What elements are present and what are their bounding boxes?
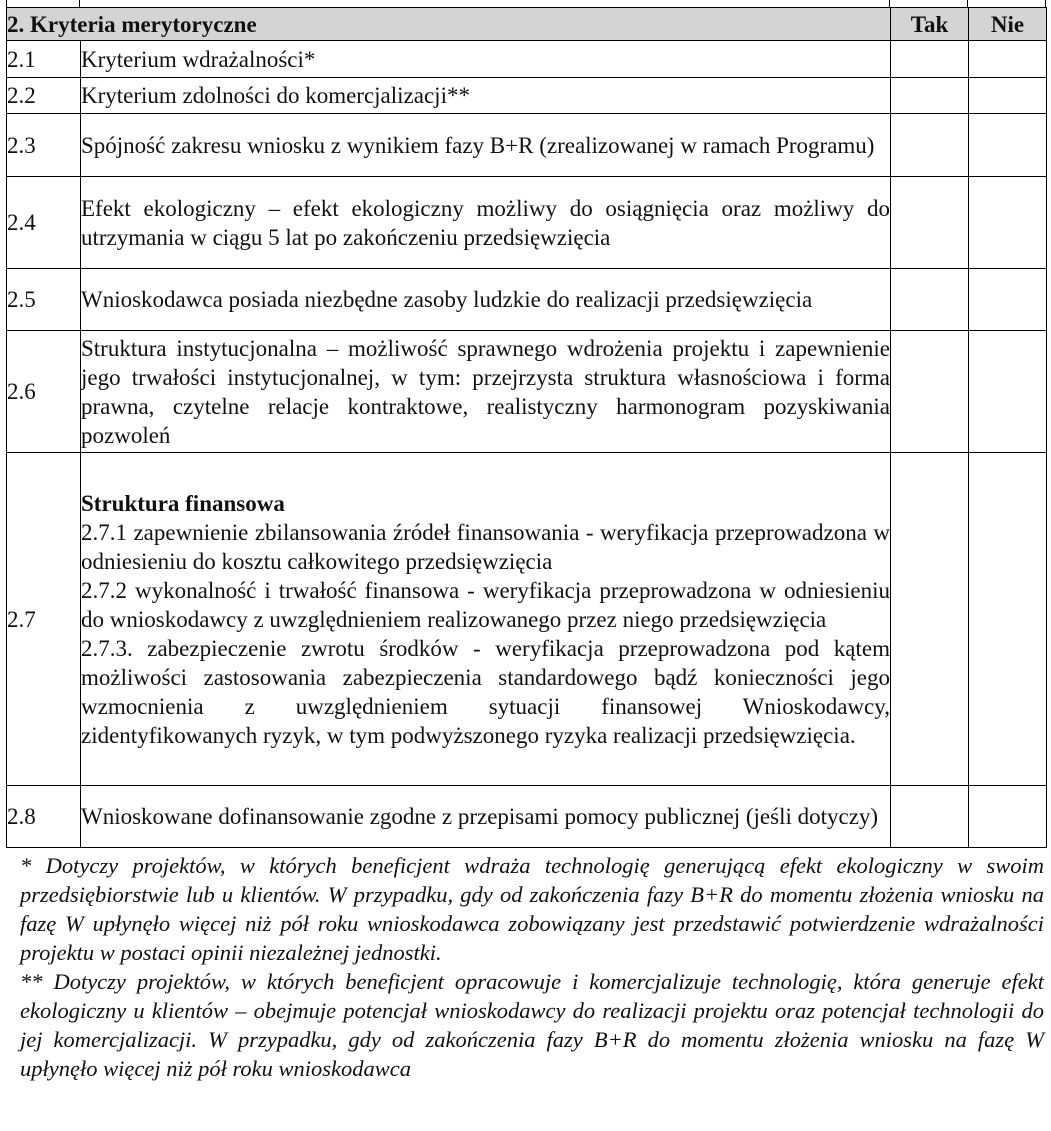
row-number: 2.2 bbox=[7, 78, 81, 114]
table-header-row bbox=[7, 8, 1047, 41]
row-number: 2.1 bbox=[7, 41, 81, 78]
row-number: 2.6 bbox=[7, 331, 81, 453]
document-page bbox=[6, 0, 1046, 1083]
checkbox-cell-no[interactable] bbox=[969, 786, 1047, 848]
sub-criterion: 2.7.3. zabezpieczenie zwrotu środków - weryfikacja przeprowadzona pod kątem możliwości zastosowania zabezpieczenia standardowego bądź konieczności jego wzmocnienia z uwzględnieniem sytuacji finansowej Wnioskodawcy, zidentyfikowanych ryzyk, w tym podwyższonego ryzyka realizacji przedsięwzięcia. bbox=[81, 635, 890, 748]
checkbox-cell-yes[interactable] bbox=[891, 177, 969, 269]
sub-criterion: 2.7.2 wykonalność i trwałość finansowa - weryfikacja przeprowadzona w odniesieniu do wnioskodawcy z uwzględnieniem realizowanego przez niego przedsięwzięcia bbox=[81, 577, 890, 632]
checkbox-cell-yes[interactable] bbox=[891, 41, 969, 78]
checkbox-cell-no[interactable] bbox=[969, 331, 1047, 453]
table-row bbox=[7, 453, 1047, 786]
row-number: 2.8 bbox=[7, 786, 81, 848]
checkbox-cell-yes[interactable] bbox=[891, 78, 969, 114]
criteria-table bbox=[6, 7, 1047, 848]
footnote-single-star: * Dotyczy projektów, w których beneficjent wdraża technologię generującą efekt ekologiczny w swoim przedsiębiorstwie lub u klientów. W przypadku, gdy od zakończenia fazy B+R do momentu złożenia wniosku na fazę W upłynęło więcej niż pół roku wnioskodawca zobowiązany jest przedstawić potwierdzenie wdrażalności projektu w postaci opinii niezależnej jednostki. bbox=[20, 853, 1044, 965]
footnote-double-star: ** Dotyczy projektów, w których beneficjent opracowuje i komercjalizuje technologię, która generuje efekt ekologiczny u klientów – obejmuje potencjał wnioskodawcy do realizacji projektu oraz potencjał technologii do jej komercjalizacji. W przypadku, gdy od zakończenia fazy B+R do momentu złożenia wniosku na fazę W upłynęło więcej niż pół roku wnioskodawca bbox=[20, 969, 1044, 1081]
checkbox-cell-yes[interactable] bbox=[891, 786, 969, 848]
column-header-yes: Tak bbox=[891, 8, 969, 41]
row-criterion: Efekt ekologiczny – efekt ekologiczny możliwy do osiągnięcia oraz możliwy do utrzymania w ciągu 5 lat po zakończeniu przedsięwzięcia bbox=[81, 177, 891, 269]
checkbox-cell-no[interactable] bbox=[969, 41, 1047, 78]
table-top-continuation bbox=[6, 0, 1046, 7]
column-header-no: Nie bbox=[969, 8, 1047, 41]
row-number: 2.3 bbox=[7, 114, 81, 177]
checkbox-cell-no[interactable] bbox=[969, 114, 1047, 177]
row-number: 2.5 bbox=[7, 269, 81, 331]
table-row bbox=[7, 78, 1047, 114]
checkbox-cell-yes[interactable] bbox=[891, 269, 969, 331]
row-criterion-financial bbox=[81, 453, 891, 786]
subsection-heading: Struktura finansowa bbox=[81, 490, 285, 516]
checkbox-cell-yes[interactable] bbox=[891, 114, 969, 177]
sub-criterion: 2.7.1 zapewnienie zbilansowania źródeł finansowania - weryfikacja przeprowadzona w odniesieniu do kosztu całkowitego przedsięwzięcia bbox=[81, 519, 890, 574]
checkbox-cell-no[interactable] bbox=[969, 453, 1047, 786]
table-row bbox=[7, 786, 1047, 848]
checkbox-cell-yes[interactable] bbox=[891, 331, 969, 453]
table-row bbox=[7, 331, 1047, 453]
table-row bbox=[7, 269, 1047, 331]
table-row bbox=[7, 114, 1047, 177]
row-criterion: Kryterium wdrażalności* bbox=[81, 41, 891, 78]
section-title: 2. Kryteria merytoryczne bbox=[7, 8, 891, 41]
footnotes bbox=[6, 848, 1048, 1083]
table-row bbox=[7, 177, 1047, 269]
row-criterion: Spójność zakresu wniosku z wynikiem fazy B+R (zrealizowanej w ramach Programu) bbox=[81, 114, 891, 177]
row-number: 2.7 bbox=[7, 453, 81, 786]
checkbox-cell-yes[interactable] bbox=[891, 453, 969, 786]
checkbox-cell-no[interactable] bbox=[969, 78, 1047, 114]
row-criterion: Struktura instytucjonalna – możliwość sprawnego wdrożenia projektu i zapewnienie jego trwałości instytucjonalnej, w tym: przejrzysta struktura własnościowa i forma prawna, czytelne relacje kontraktowe, realistyczny harmonogram pozyskiwania pozwoleń bbox=[81, 331, 891, 453]
checkbox-cell-no[interactable] bbox=[969, 177, 1047, 269]
row-criterion: Kryterium zdolności do komercjalizacji** bbox=[81, 78, 891, 114]
checkbox-cell-no[interactable] bbox=[969, 269, 1047, 331]
row-number: 2.4 bbox=[7, 177, 81, 269]
row-criterion: Wnioskowane dofinansowanie zgodne z przepisami pomocy publicznej (jeśli dotyczy) bbox=[81, 786, 891, 848]
row-criterion: Wnioskodawca posiada niezbędne zasoby ludzkie do realizacji przedsięwzięcia bbox=[81, 269, 891, 331]
table-row bbox=[7, 41, 1047, 78]
